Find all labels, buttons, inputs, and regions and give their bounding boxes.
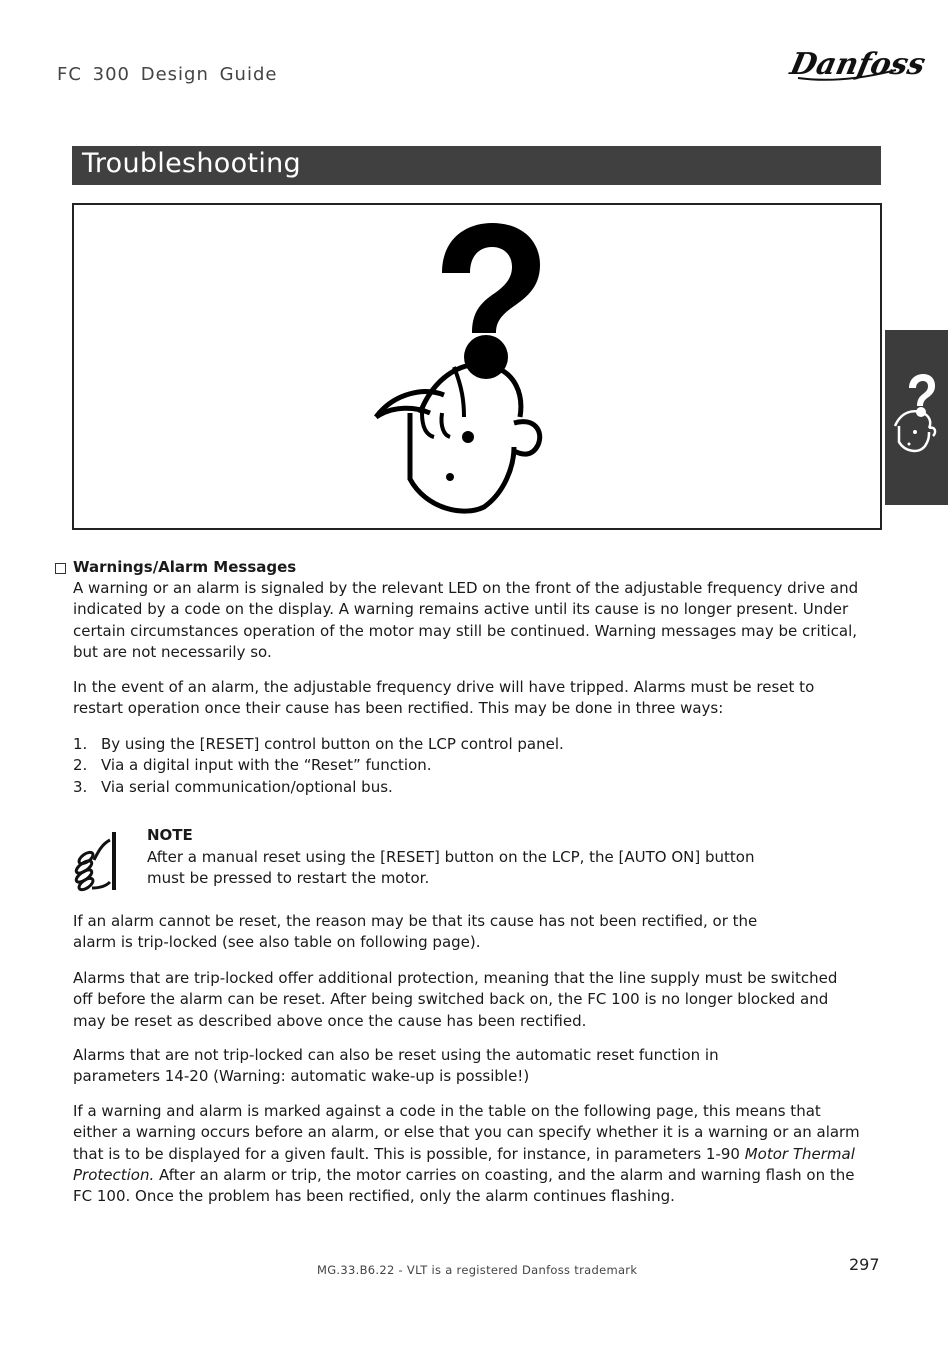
section-bullet-box: [55, 563, 66, 574]
list-item: 3. Via serial communication/optional bus.: [73, 777, 393, 796]
danfoss-logo: [787, 40, 929, 86]
reset-methods-list: [73, 734, 564, 798]
note-body: After a manual reset using the [RESET] button on the LCP, the [AUTO ON] button must be pressed to restart the motor.: [147, 848, 755, 888]
guide-title: FC 300 Design Guide: [57, 64, 278, 85]
section-heading: Warnings/Alarm Messages: [73, 558, 297, 576]
paragraph-alarm-intro: In the event of an alarm, the adjustable frequency drive will have tripped. Alarms must be reset to restart operation once their cause has been rectified. This may be done in three ways:: [73, 678, 815, 718]
troubleshooting-figure: [72, 203, 882, 530]
troubleshooting-tab-icon: [885, 366, 948, 466]
page-number: 297: [849, 1255, 880, 1274]
svg-text:Danfoss: Danfoss: [787, 47, 929, 82]
pointing-hand-icon: [72, 830, 122, 892]
paragraph-trip-locked-protection: Alarms that are trip-locked offer additional protection, meaning that the line supply must be switched off before the alarm can be reset. After being switched back on, the FC 100 is no longer blocked and may be reset as described above once the cause has been rectified.: [73, 969, 838, 1030]
note-title: NOTE: [147, 826, 193, 844]
paragraph-trip-locked-reset: If an alarm cannot be reset, the reason may be that its cause has not been rectified, or the alarm is trip-locked (see also table on following page).: [73, 912, 758, 952]
paragraph-auto-reset: Alarms that are not trip-locked can also be reset using the automatic reset function in parameters 14-20 (Warning: automatic wake-up is possible!): [73, 1046, 719, 1086]
paragraph-warning-alarm-code: If a warning and alarm is marked against a code in the table on the following page, this means that either a warning occurs before an alarm, or else that you can specify whether it is a warning or an alarm that is to be displayed for a given fault. This is possible, for instance, in parameters 1-90 Motor Thermal Protection. After an alarm or trip, the motor carries on coasting, and the alarm and warning flash on the FC 100. Once the problem has been rectified, only the alarm continues flashing.: [73, 1102, 860, 1206]
footer-trademark: MG.33.B6.22 - VLT is a registered Danfoss trademark: [317, 1263, 638, 1277]
section-banner: [72, 146, 881, 185]
chapter-side-tab: [885, 330, 948, 505]
troubleshooting-head-question-icon: [364, 217, 604, 517]
list-item: 1. By using the [RESET] control button on the LCP control panel.: [73, 735, 564, 753]
banner-title: Troubleshooting: [82, 148, 301, 179]
list-item: 2. Via a digital input with the “Reset” function.: [73, 756, 432, 775]
paragraph-warning-intro: A warning or an alarm is signaled by the relevant LED on the front of the adjustable frequency drive and indicated by a code on the display. A warning remains active until its cause is no longer present. Under certain circumstances operation of the motor may still be continued. Warning messages may be critical, but are not necessarily so.: [73, 579, 859, 661]
